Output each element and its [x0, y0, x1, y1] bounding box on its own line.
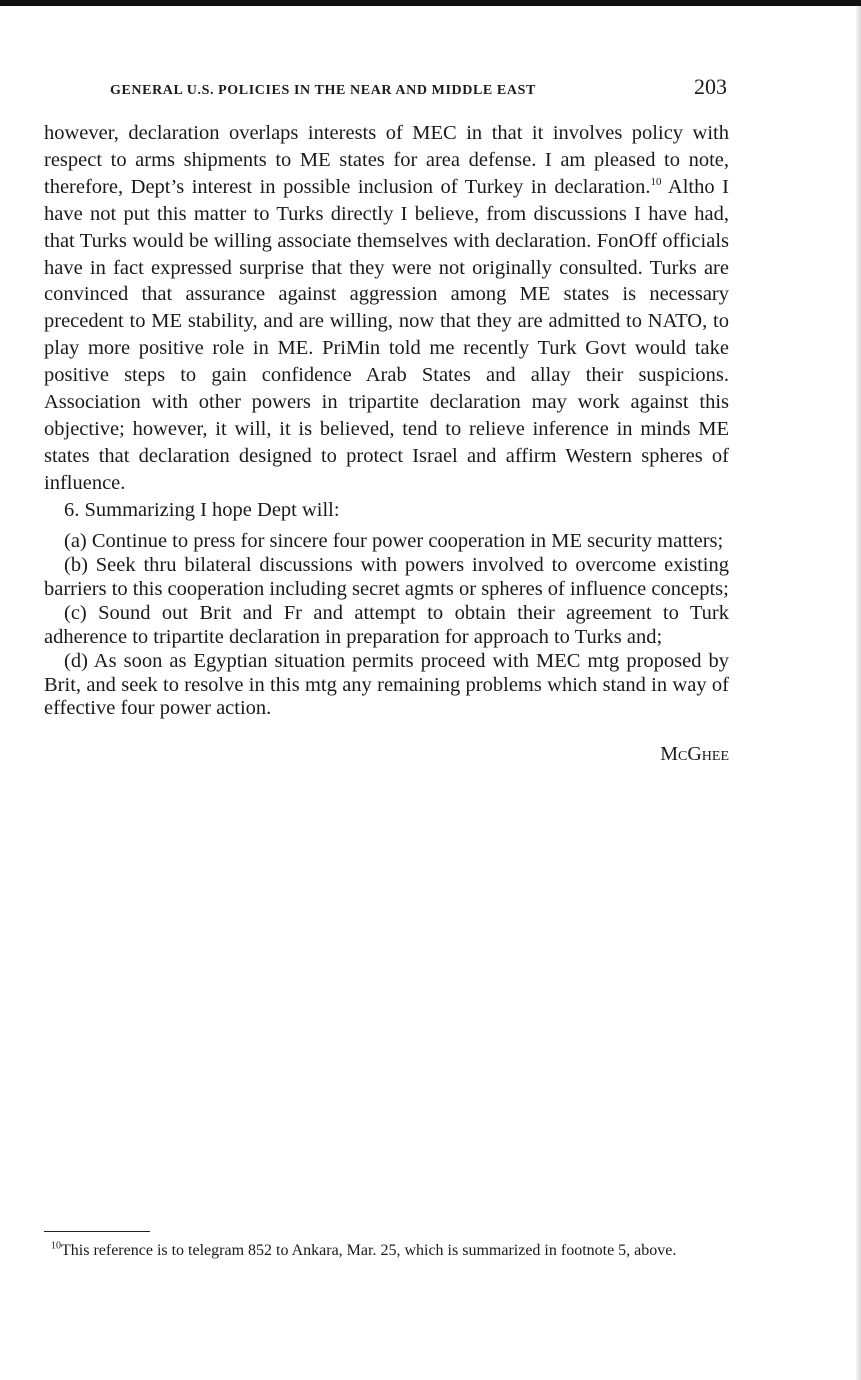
document-page	[44, 72, 729, 766]
signature: McGhee	[660, 742, 729, 765]
body-text	[44, 120, 729, 524]
recommendation-c: (c) Sound out Brit and Fr and attempt to obtain their agreement to Turk adherence to tripartite declaration in preparation for approach to Turks and;	[44, 602, 729, 648]
top-edge-rule	[0, 0, 861, 6]
recommendation-a: (a) Continue to press for sincere four power cooperation in ME security matters;	[64, 529, 724, 552]
footnote-marker: 10	[51, 1240, 61, 1252]
continuation-paragraph	[44, 120, 729, 497]
page-edge-shadow	[856, 6, 861, 1380]
paragraph-text-before-note: however, declaration overlaps interests of MEC in that it involves policy with respect to arms shipments to ME states for area defense. I am pleased to note, therefore, Dept’s interest in possible inclusion of Turkey in declaration.	[44, 122, 729, 198]
paragraph-text-after-note: Altho I have not put this matter to Turks directly I believe, from discussions I have had, that Turks would be willing associate themselves with declaration. FonOff officials have in fact expressed surprise that they were not originally consulted. Turks are convinced that assurance against aggression among ME states is necessary precedent to ME stability, and are willing, now that they are admitted to NATO, to play more positive role in ME. PriMin told me recently Turk Govt would take positive steps to gain confidence Arab States and allay their suspicions. Association with other powers in tripartite declaration may work against this objective; however, it will, it is believed, tend to relieve inference in minds ME states that declaration designed to protect Israel and affirm Western spheres of influence.	[44, 175, 729, 494]
running-head	[44, 72, 729, 106]
footnote-divider	[44, 1231, 150, 1232]
summary-intro: 6. Summarizing I hope Dept will:	[64, 498, 340, 521]
recommendation-b: (b) Seek thru bilateral discussions with powers involved to overcome existing barriers to this cooperation including secret agmts or spheres of influence concepts;	[44, 554, 729, 600]
recommendation-d: (d) As soon as Egyptian situation permits proceed with MEC mtg proposed by Brit, and seek to resolve in this mtg any remaining problems which stand in way of effective four power action.	[44, 650, 729, 720]
recommendation-list	[44, 530, 729, 721]
footnote	[44, 1240, 729, 1261]
footnote-reference: 10	[650, 175, 662, 188]
running-title: GENERAL U.S. POLICIES IN THE NEAR AND MIDDLE EAST	[110, 83, 536, 98]
footnote-text: This reference is to telegram 852 to Ankara, Mar. 25, which is summarized in footnote 5, above.	[61, 1242, 677, 1259]
page-number: 203	[694, 74, 727, 99]
